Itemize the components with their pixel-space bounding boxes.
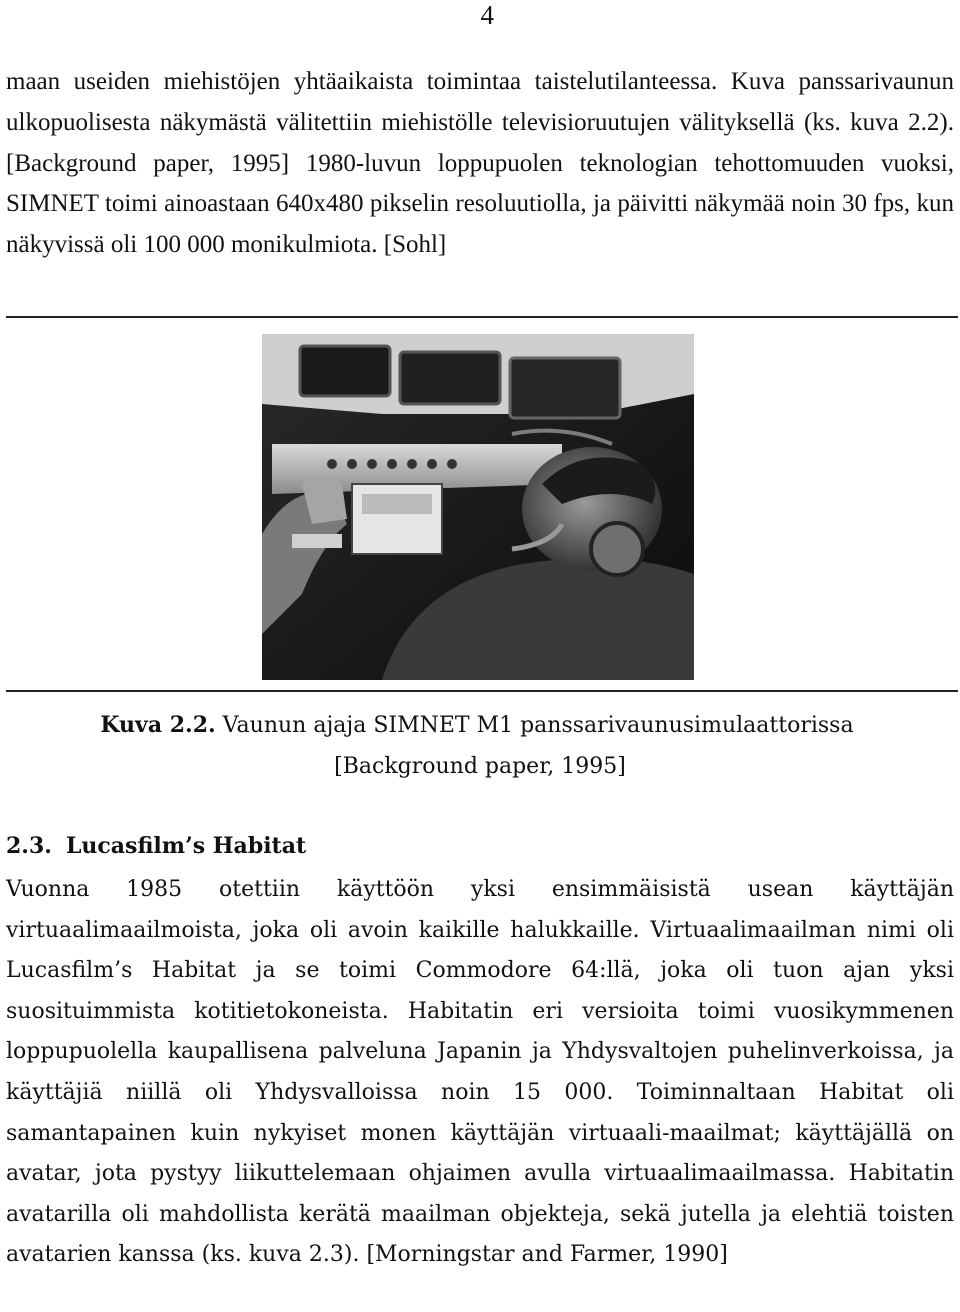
figure-caption-source: [Background paper, 1995] [334, 754, 626, 779]
section-title: Lucasfilm’s Habitat [65, 833, 307, 859]
figure-caption-text: Vaunun ajaja SIMNET M1 panssarivaunusimulaattorissa [215, 713, 854, 738]
section-paragraph: Vuonna 1985 otettiin käyttöön yksi ensimmäisistä usean käyttäjän virtuaalimaailmoista, joka oli avoin kaikille halukkaille. Virtuaalimaailman nimi oli Lucasfilm’s Habitat ja se toimi Commodore 64:llä, joka oli tuon ajan yksi suosituimmista kotitietokoneista. Habitatin eri versioita toimi vuosikymmenen loppupuolella kaupallisena palveluna Japanin ja Yhdysvaltojen puhelinverkoissa, ja käyttäjiä niillä oli Yhdysvalloissa noin 15 000. Toiminnaltaan Habitat oli samantapainen kuin nykyiset monen käyttäjän virtuaali-maailmat; käyttäjällä on avatar, jota pystyy liikuttelemaan ohjaimen avulla virtuaalimaailmassa. Habitatin avatarilla oli mahdollista kerätä maailman objekteja, sekä jutella ja elehtiä toisten avatarien kanssa (ks. kuva 2.3). [Morningstar and Farmer, 1990] [6, 877, 954, 1268]
figure-bottom-rule [6, 690, 958, 692]
section-heading [6, 828, 306, 864]
simnet-driver-photo [262, 334, 694, 680]
section-number: 2.3. [6, 833, 52, 859]
intro-paragraph: maan useiden miehistöjen yhtäaikaista toimintaa taistelutilanteessa. Kuva panssarivaunun ulkopuolisesta näkymästä välitettiin miehistölle televisioruutujen välityksellä (ks. kuva 2.2). [Background paper, 1995] 1980-luvun loppupuolen teknologian tehottomuuden vuoksi, SIMNET toimi ainoastaan 640x480 pikselin resoluutiolla, ja päivitti näkymää noin 30 fps, kun näkyvissä oli 100 000 monikulmiota. [Sohl] [6, 68, 954, 259]
figure-top-rule [6, 316, 958, 318]
page-number: 4 [480, 0, 494, 30]
figure-caption [82, 704, 872, 747]
figure-caption-label: Kuva 2.2. [100, 712, 216, 738]
